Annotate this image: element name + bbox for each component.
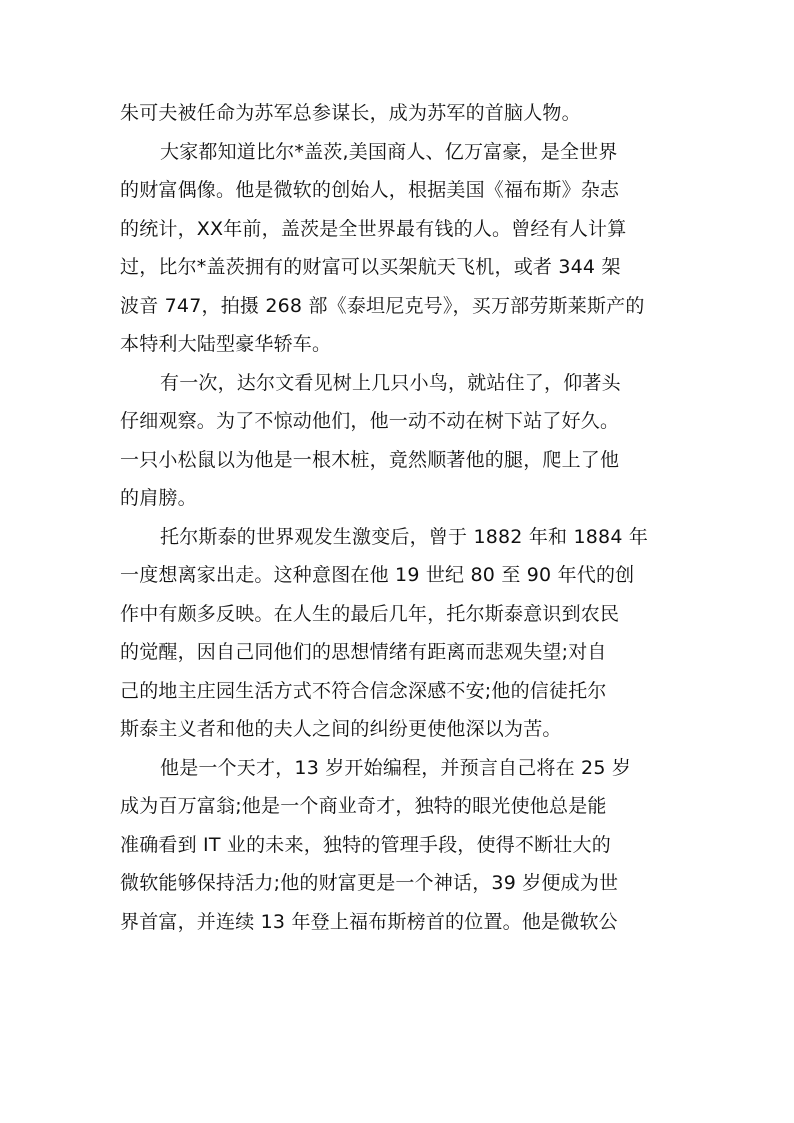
text-line: 波音 747，拍摄 268 部《泰坦尼克号》，买万部劳斯莱斯产的 [120, 294, 645, 317]
text-line: 一只小松鼠以为他是一根木桩，竟然顺著他的腿，爬上了他 [120, 448, 620, 471]
text-line: 他是一个天才，13 岁开始编程，并预言自己将在 25 岁 [160, 756, 632, 779]
text-line: 过，比尔*盖茨拥有的财富可以买架航天飞机，或者 344 架 [120, 256, 621, 278]
text-line: 有一次，达尔文看见树上几只小鸟，就站住了，仰著头 [160, 371, 621, 394]
text-line: 大家都知道比尔*盖茨,美国商人、亿万富豪，是全世界 [160, 140, 618, 163]
text-line: 仔细观察。为了不惊动他们，他一动不动在树下站了好久。 [120, 410, 620, 432]
text-line: 本特利大陆型豪华轿车。 [120, 333, 332, 355]
text-line: 朱可夫被任命为苏军总参谋长，成为苏军的首脑人物。 [120, 102, 581, 124]
text-line: 的财富偶像。他是微软的创始人，根据美国《福布斯》杂志 [120, 179, 620, 201]
text-line: 准确看到 IT 业的未来，独特的管理手段，使得不断壮大的 [120, 833, 611, 856]
text-line: 的肩膀。 [120, 487, 197, 509]
text-line: 成为百万富翁;他是一个商业奇才，独特的眼光使他总是能 [120, 795, 607, 817]
text-line: 作中有颇多反映。在人生的最后几年，托尔斯泰意识到农民 [120, 602, 620, 625]
text-line: 的觉醒，因自己同他们的思想情绪有距离而悲观失望;对自 [120, 641, 607, 663]
text-line: 托尔斯泰的世界观发生激变后，曾于 1882 年和 1884 年 [160, 525, 649, 548]
text-line: 斯泰主义者和他的夫人之间的纠纷更使他深以为苦。 [120, 718, 562, 740]
text-line: 界首富，并连续 13 年登上福布斯榜首的位置。他是微软公 [120, 910, 618, 933]
text-line: 微软能够保持活力;他的财富更是一个神话，39 岁便成为世 [120, 872, 619, 894]
text-line: 一度想离家出走。这种意图在他 19 世纪 80 至 90 年代的创 [120, 564, 635, 586]
text-line: 的统计，XX年前，盖茨是全世界最有钱的人。曾经有人计算 [120, 217, 627, 240]
body-text [120, 94, 690, 941]
text-line: 己的地主庄园生活方式不符合信念深感不安;他的信徒托尔 [120, 679, 607, 702]
